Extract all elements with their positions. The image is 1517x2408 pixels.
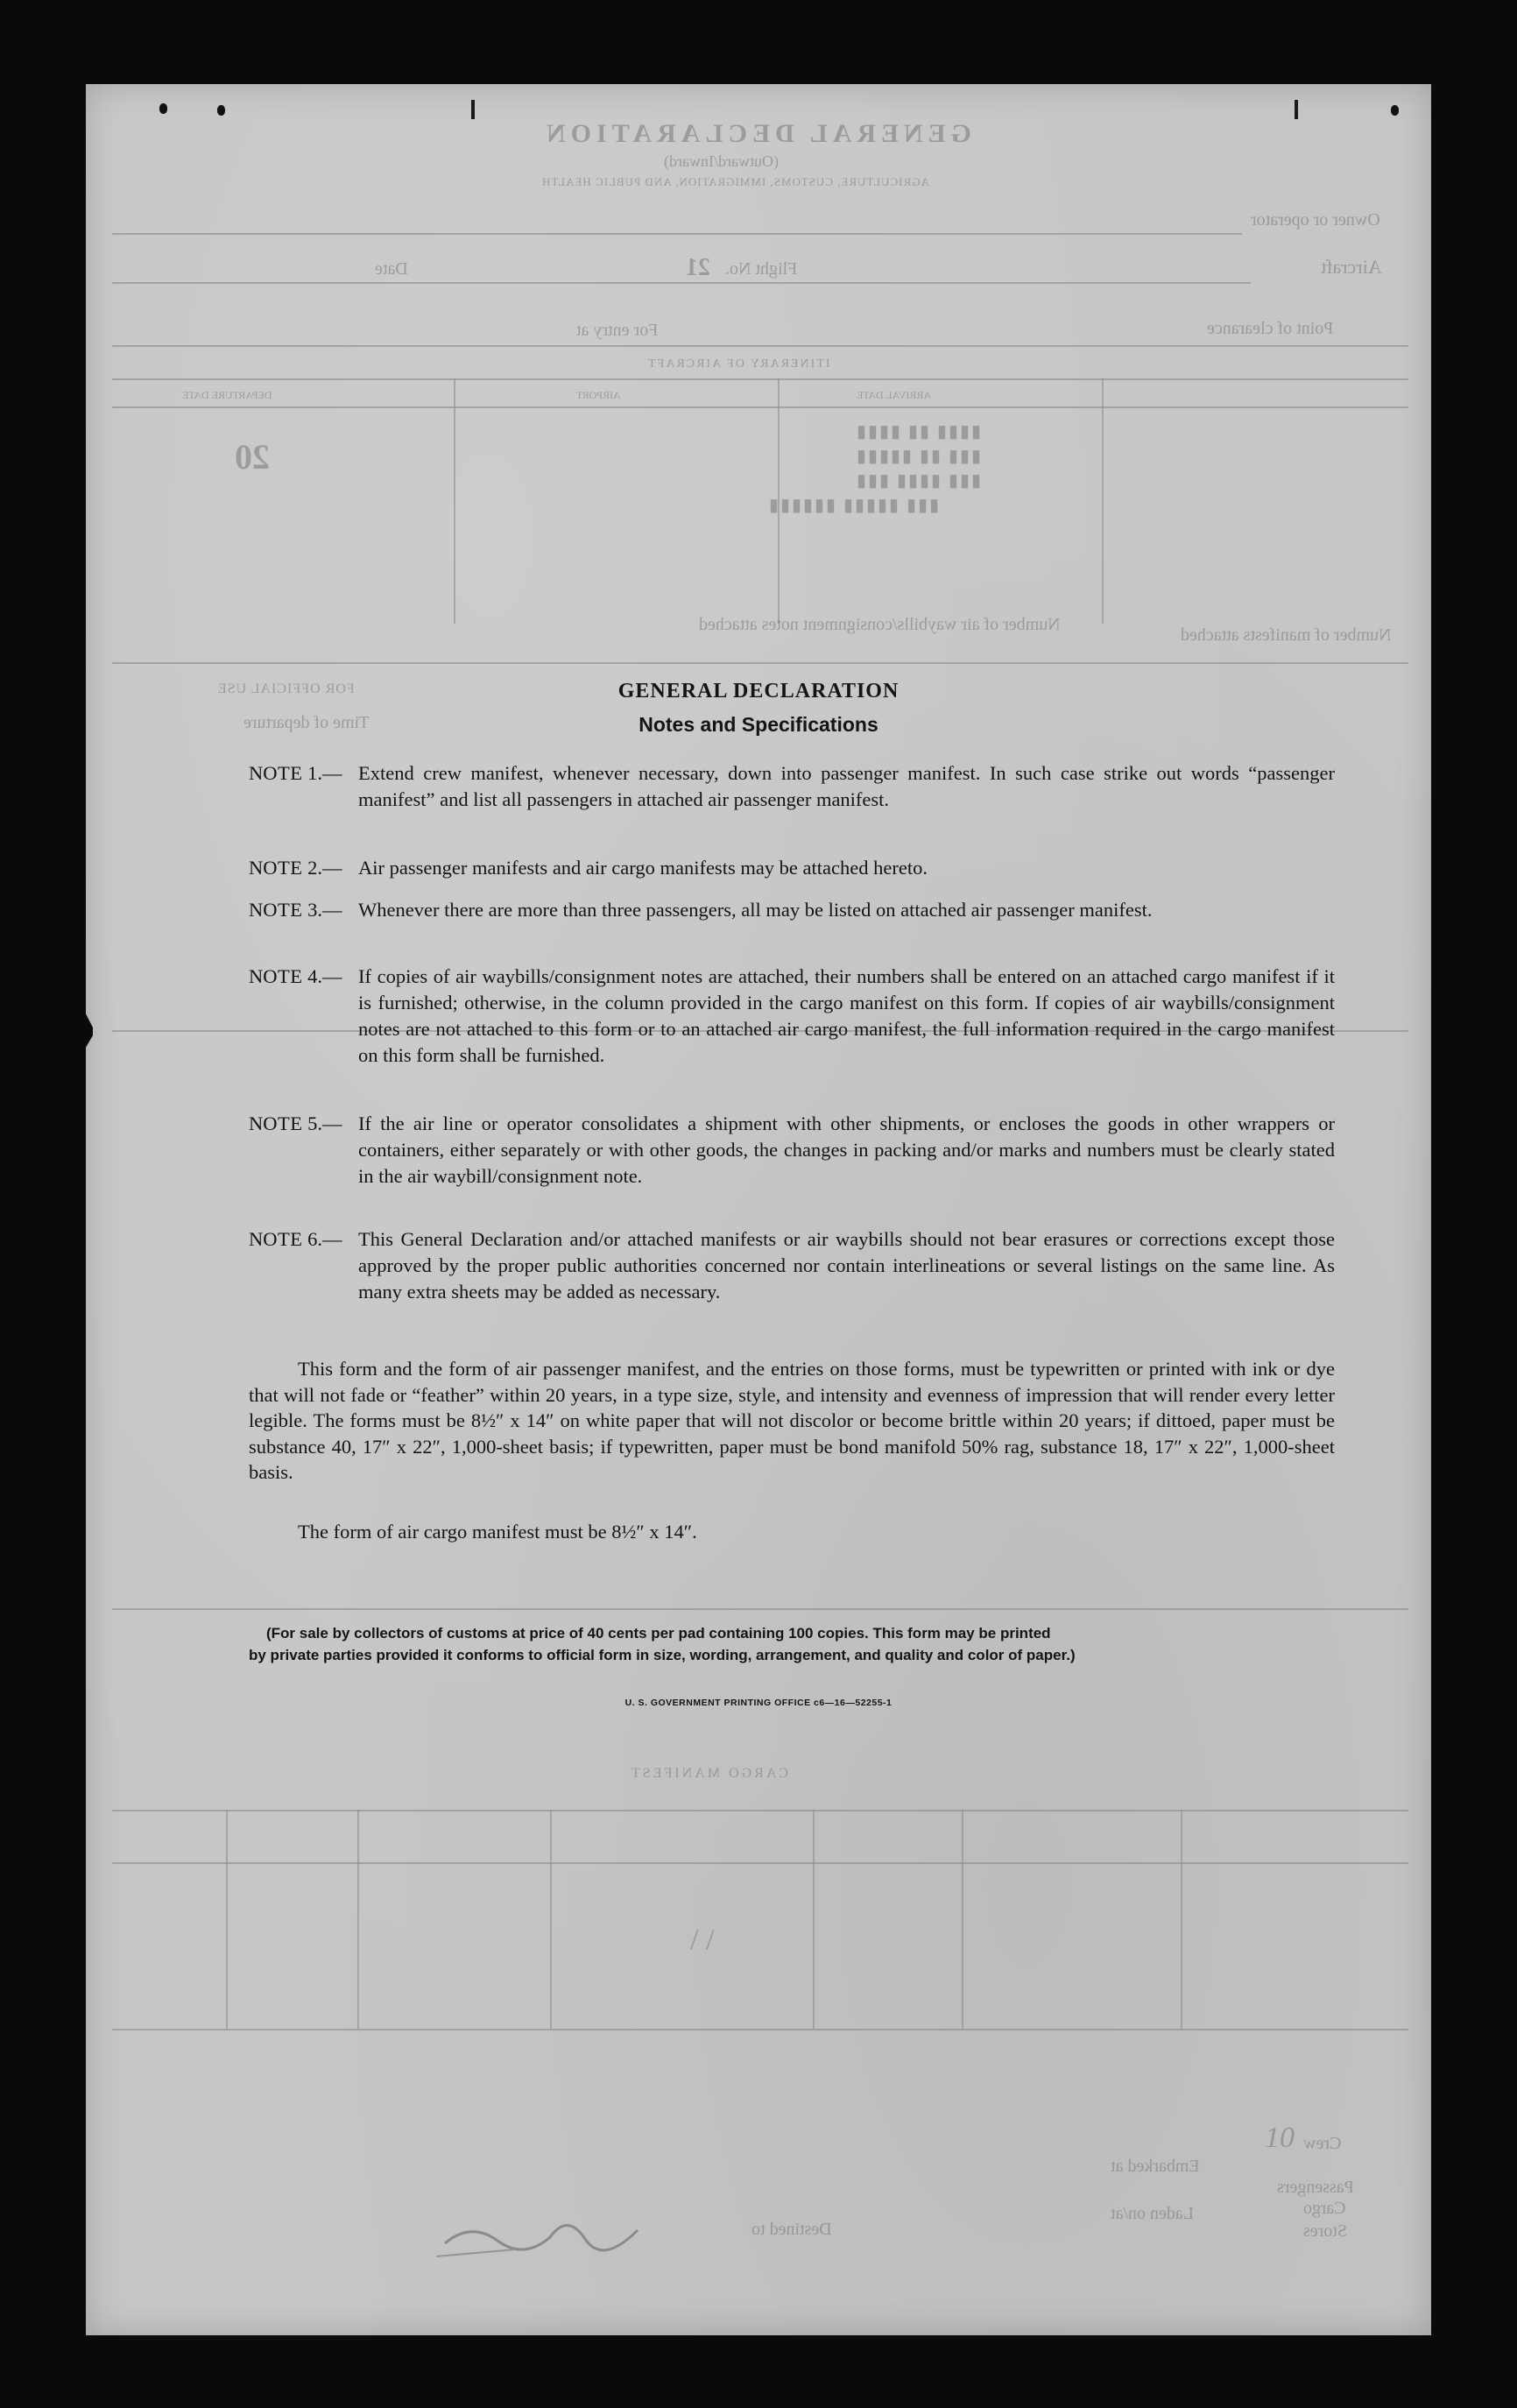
note-5	[249, 1111, 1335, 1190]
bleed-passengers-label: Passengers	[1277, 2178, 1354, 2197]
sale-notice-line-2: by private parties provided it conforms to official form in size, wording, arrangement, and quality and color of paper.)	[249, 1647, 1076, 1663]
note-label-num: 2.—	[302, 857, 342, 879]
bleed-cargo-label: Cargo	[1303, 2199, 1346, 2218]
note-label-prefix: N	[249, 965, 264, 987]
note-label-prefix: N	[249, 1228, 264, 1250]
note-label-num: 3.—	[302, 899, 342, 921]
page-subtitle: Notes and Specifications	[639, 713, 878, 736]
bleed-aircraft-label: Aircraft	[1321, 256, 1382, 278]
note-label-prefix: N	[249, 857, 264, 879]
note-label	[249, 760, 358, 787]
note-label-num: 1.—	[302, 762, 342, 784]
note-6	[249, 1226, 1335, 1305]
note-label-prefix: N	[249, 1112, 264, 1134]
note-text: If copies of air waybills/consignment notes are attached, their numbers shall be entered on an attached cargo manifest if it is furnished; otherwise, in the column provided in the cargo manifest on this form. If copies of air waybills/consignment notes are not attached to this form or to an attached air cargo manifest, the full information required in the cargo manifest on this form shall be furnished.	[358, 965, 1335, 1066]
sale-notice-line-1: (For sale by collectors of customs at price of 40 cents per pad containing 100 copies. This form may be printed	[266, 1625, 1051, 1642]
bleed-header-sub: (Outward/Inward)	[664, 152, 779, 170]
bleed-destined-label: Destined to	[751, 2220, 832, 2239]
bleed-stores-label: Stores	[1303, 2221, 1347, 2241]
bleed-typed-line: ▮▮▮▮ ▮▮ ▮▮▮▮	[857, 422, 984, 441]
note-label-caps: OTE	[263, 899, 303, 921]
bleed-date-label: Date	[375, 259, 408, 279]
note-label-caps: OTE	[263, 1228, 303, 1250]
note-label-num: 6.—	[302, 1228, 342, 1250]
note-text: Whenever there are more than three passengers, all may be listed on attached air passenger manifest.	[358, 899, 1153, 921]
bleed-header-title: GENERAL DECLARATION	[541, 119, 972, 148]
bleed-point-label: Point of clearance	[1207, 319, 1334, 338]
paper-specification-paragraph: This form and the form of air passenger manifest, and the entries on those forms, must be typewritten or printed with ink or dye that will not fade or “feather” within 20 years, in a type size, style, and intensity and evenness of impression that will render every letter legible. The forms must be 8½″ x 14″ on white paper that will not discolor or become brittle within 20 years; if dittoed, paper must be substance 40, 17″ x 22″, 1,000-sheet basis; if typewritten, paper must be bond manifold 50% rag, substance 18, 17″ x 22″, 1,000-sheet basis.	[249, 1358, 1335, 1483]
bleed-col-arrival: ARRIVAL DATE	[857, 389, 932, 401]
bleed-col-departure: DEPARTURE DATE	[182, 389, 272, 401]
bleed-typed-line: ▮▮▮ ▮▮▮▮ ▮▮▮	[857, 471, 984, 491]
note-text: Air passenger manifests and air cargo manifests may be attached hereto.	[358, 857, 928, 879]
gpo-imprint: U. S. GOVERNMENT PRINTING OFFICE c6—16—52255-1	[624, 1698, 893, 1708]
bleed-flight-label: Flight No.	[725, 259, 798, 279]
bleed-typed-line: ▮▮▮▮▮ ▮▮ ▮▮▮	[857, 447, 984, 466]
bleed-mark: / /	[690, 1924, 715, 1956]
bleed-manifests-label: Number of manifests attached	[1181, 625, 1392, 645]
note-label-caps: OTE	[263, 965, 303, 987]
bleed-embarked-label: Embarked at	[1111, 2157, 1200, 2176]
bleed-typed-line: ▮▮▮▮▮▮ ▮▮▮▮▮ ▮▮▮	[769, 496, 942, 515]
note-text: Extend crew manifest, whenever necessary, down into passenger manifest. In such case strike out words “passenger manifest” and list all passengers in attached air passenger manifest.	[358, 762, 1335, 810]
document-page	[86, 84, 1431, 2335]
bleed-col-airport: AIRPORT	[576, 389, 621, 401]
bleed-waybills-label: Number of air waybills/consignment notes attached	[699, 615, 1061, 634]
bleed-stamp-number: 20	[235, 437, 270, 477]
note-label	[249, 855, 358, 881]
note-label-num: 5.—	[302, 1112, 342, 1134]
note-label	[249, 1226, 358, 1253]
note-2	[249, 855, 1335, 881]
bleed-flight-value: 21	[686, 254, 710, 281]
bleed-handwritten-crew: 10	[1265, 2122, 1295, 2154]
note-label-caps: OTE	[263, 762, 303, 784]
bleed-time-departure: Time of departure	[243, 713, 370, 732]
bleed-entry-label: For entry at	[576, 321, 659, 340]
bleed-itinerary: ITINERARY OF AIRCRAFT	[646, 357, 830, 371]
bleed-owner-label: Owner or operator	[1251, 210, 1380, 230]
notes-content	[86, 84, 1431, 2335]
note-label	[249, 1111, 358, 1137]
note-4	[249, 964, 1335, 1069]
note-label	[249, 964, 358, 990]
note-label-caps: OTE	[263, 857, 303, 879]
page-title: GENERAL DECLARATION	[617, 680, 900, 703]
bleed-official-use: FOR OFFICIAL USE	[217, 681, 355, 696]
note-label	[249, 897, 358, 923]
note-text: If the air line or operator consolidates a shipment with other shipments, or encloses the goods in other wrappers or containers, either separately or with other goods, the changes in packing and/or marks and numbers must be clearly stated in the air waybill/consignment note.	[358, 1112, 1335, 1187]
note-label-prefix: N	[249, 899, 264, 921]
bleed-header-agencies: AGRICULTURE, CUSTOMS, IMMIGRATION, AND PUBLIC HEALTH	[541, 175, 929, 188]
note-label-prefix: N	[249, 762, 264, 784]
bleed-cargo-manifest: CARGO MANIFEST	[629, 1766, 789, 1781]
note-label-caps: OTE	[263, 1112, 303, 1134]
note-1	[249, 760, 1335, 813]
note-3	[249, 897, 1335, 923]
note-text: This General Declaration and/or attached manifests or air waybills should not bear erasures or corrections except those approved by the proper public authorities concerned nor contain interlineations or several listings on the same line. As many extra sheets may be added as necessary.	[358, 1228, 1335, 1303]
note-label-num: 4.—	[302, 965, 342, 987]
bleed-crew-label: Crew	[1303, 2134, 1342, 2153]
sale-notice	[249, 1622, 1335, 1666]
bleed-laden-label: Laden on/at	[1111, 2204, 1194, 2223]
cargo-manifest-size-line: The form of air cargo manifest must be 8½″ x 14″.	[298, 1521, 697, 1543]
